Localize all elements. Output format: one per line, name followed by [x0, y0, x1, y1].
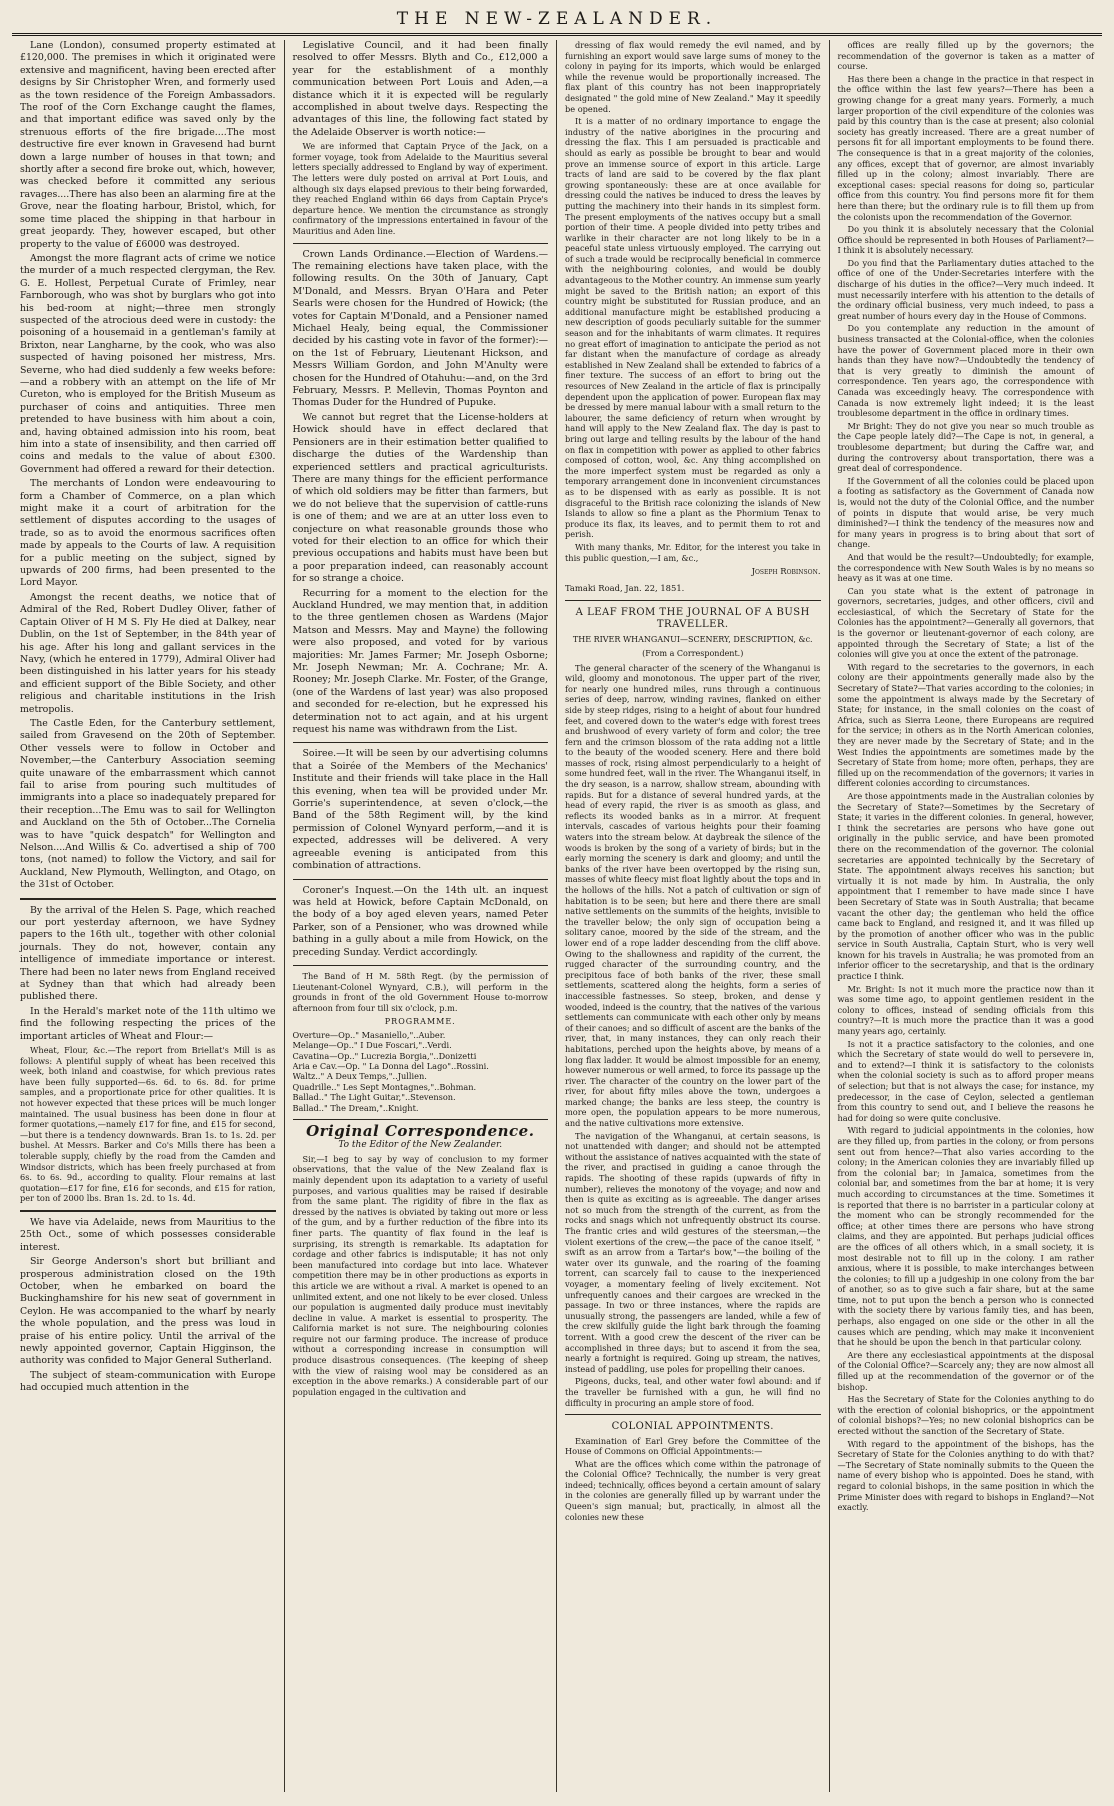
article-paragraph: Mr Bright: They do not give you near so much trouble as the Cape people lately did?—The Cape is not, in general, a troublesome department; but during the Caffre war, and during the controversy about transportation, there was a great deal of correspondence.	[837, 420, 1094, 474]
column-divider	[293, 243, 549, 244]
article-paragraph: With regard to the appointment of the bishops, has the Secretary of State for the Colonies anything to do with that?—The Secretary of State nominally submits to the Queen the name of every bishop who is appointed. Does he stand, with regard to colonial bishops, in the same position in which the Prime Minister does with regard to bishops in England?—Not exactly.	[837, 1438, 1094, 1513]
article-paragraph: The navigation of the Whanganui, at certain seasons, is not unattended with danger; and should not be attempted without the assistance of natives acquainted with the state of the river, and practised in guiding a canoe through the rapids. The shooting of these rapids (upwards of fifty in number), relieves the monotony of the voyage; and now and then is quite as exciting as is agreeable. The danger arises not so much from the strength of the current, as from the rocks and snags which not unfrequently obstruct its course. The frantic cries and wild gestures of the steersman,—the violent exertions of the crew,—the pace of the canoe itself, " swift as an arrow from a Tartar's bow,"—the boiling of the water over its gunwale, and the roaring of the foaming torrent, can scarcely fail to cause to the inexperienced voyager, a momentary feeling of lively excitement. Not unfrequently canoes and their cargoes are wrecked in the passage. In two or three instances, where the rapids are unusually strong, the passengers are landed, while a few of the crew skilfully guide the light bark through the foaming torrent. With a good crew the descent of the river can be accomplished in three days; but to ascend it from the sea, nearly a fortnight is required. Going up stream, the natives, instead of paddling, use poles for propelling their canoes.	[565, 1130, 821, 1374]
programme-item: Quadrille.." Les Sept Montagnes,"..Bohman.	[292, 1081, 477, 1092]
article-paragraph: What are the offices which come within the patronage of the Colonial Office? Technically, the number is very great indeed; technically, offices beyond a certain amount of salary in the colonies are generally filled up by warrant under the Queen's sign manual; but, practically, in almost all the colonies new these	[565, 1458, 821, 1522]
article-paragraph: We cannot but regret that the License-holders at Howick should have in effect declared that Pensioners are in their estimation better qualified to discharge the duties of the Wardenship than experienced settlers and practical agriculturists. There are many things for the efficient performance of which old soldiers may be fitter than farmers, but we do not believe that the supervision of cattle-runs is one of them; and we are at an utter loss even to conjecture on what reasonable grounds those who voted for their election to an office for which their previous occupations and habits must have been but a poor preparation indeed, can reasonably account for so strange a choice.	[292, 411, 548, 585]
article-paragraph: We have via Adelaide, news from Mauritius to the 25th Oct., some of which possesses considerable interest.	[20, 1217, 276, 1253]
article-paragraph: Amongst the more flagrant acts of crime we notice the murder of a much respected clergyman, the Rev. G. E. Hollest, Perpetual Curate of Frimley, near Farnborough, who was shot by burglars who got into his bed-room at night;—three men strongly suspected of the atrocious deed were in custody: the poisoning of a housemaid in a gentleman's family at Brixton, near Langharne, by the cook, who was also suspected of having poisoned her mistress, Mrs. Severne, who had died suddenly a few weeks before:—and a robbery with an attempt on the life of Mr Cureton, who is employed for the British Museum as purchaser of coins and antiquities. Three men pretended to have business with him about a coin, and, having obtained admission into his room, beat him into a state of insensibility, and then carried off coins and medals to the value of about £300. Government had offered a reward for their detection.	[20, 252, 276, 475]
article-paragraph: The subject of steam-communication with Europe had occupied much attention in the	[20, 1369, 276, 1394]
programme-item: Ballad.." The Light Guitar,"..Stevenson.	[292, 1092, 456, 1103]
article-paragraph: Legislative Council, and it had been finally resolved to offer Messrs. Blyth and Co., £12,000 a year for the establishment of a monthly communication between Port Louis and Aden,—a distance which it it is expected will be regularly accomplished in about twelve days. Respecting the advantages of this line, the following fact stated by the Adelaide Observer is worth notice:—	[292, 40, 548, 138]
article-title: COLONIAL APPOINTMENTS.	[611, 1421, 774, 1433]
article-paragraph: By the arrival of the Helen S. Page, which reached our port yesterday afternoon, we have Sydney papers to the 16th ult., together with other colonial journals. They do not, however, contain any intelligence of immediate importance or interest. There had been no later news from England received at Sydney than that which had already been published there.	[20, 904, 276, 1003]
article-paragraph: Soiree.—It will be seen by our advertising columns that a Soirée of the Members of the Mechanics' Institute and their friends will take place in the Hall this evening, when tea will be provided under Mr. Gorrie's superintendence, at seven o'clock,—the Band of the 58th Regiment will, by the kind permission of Colonel Wynyard perform,—and it is expected, addresses will be delivered. A very agreeable evening is anticipated from this combination of attractions.	[292, 748, 548, 872]
article-paragraph: The merchants of London were endeavouring to form a Chamber of Commerce, on a plan which might make it a court of arbitration for the settlement of disputes according to the usages of trade, so as to avoid the enormous sacrifices often made by appeals to the Courts of law. A requisition for a public meeting on the subject, signed by upwards of 200 firms, had been presented to the Lord Mayor.	[20, 478, 276, 589]
masthead-title: THE NEW-ZEALANDER.	[396, 9, 718, 29]
column-1	[12, 40, 285, 1792]
programme-item: Ballad.." The Dream,"..Knight.	[292, 1102, 419, 1113]
article-paragraph: Do you think it is absolutely necessary that the Colonial Office should be represented in both Houses of Parliament?—I think it is absolutely necessary.	[837, 224, 1094, 256]
letter-paragraph: Sir,—I beg to say by way of conclusion to my former observations, that the value of the New Zealand flax is mainly dependent upon its adaptation to a variety of useful purposes, and various qualities may be raised if desirable from the same plant. The rigidity of fibre in the flax as dressed by the natives is obviated by taking out more or less of the gum, and by a further reduction of the fibre into its finer parts. The quantity of flax found in the leaf is surprising, its strength is remarkable. Its adaptation for cordage and other fabrics is indisputable; it has not only been manufactured into cordage but into lace. Whatever competition there may be in other productions as exports in this article we are without a rival. A market is opened to an unlimited extent, and one not likely to be ever closed. Unless our population is augmented daily produce must inevitably decline in value. A market is essential to prosperity. The California market is not sure. The neighbouring colonies require not our farming produce. The increase of produce without a corresponding increase in consumption will produce disastrous consequences. (The keeping of sheep with the view of raising wool may be considered as an exception in the above remarks.) A considerable part of our population engaged in the cultivation and	[292, 1153, 548, 1397]
market-report: Wheat, Flour, &c.—The report from Briellat's Mill is as follows: A plentiful supply of wheat has been received this week, both inland and coastwise, for which previous rates have been fully supported—6s. 6d. to 6s. 8d. for prime samples, and a proportionate price for other qualities. It is not however expected that these prices will be much longer maintained. The usual business has been done in flour at former quotations,—namely £17 for fine, and £15 for second,—but there is a tendency downwards. Bran 1s. to 1s. 2d. per bushel. At Messrs. Barker and Co's Mills there has been a tolerable supply, chiefly by the road from the Camden and Windsor districts, which has been freely purchased at from 6s. to 6s. 9d., according to quality. Flour remains at last quotation—£17 for fine, £16 for seconds, and £15 for ration, per ton of 2000 lbs. Bran 1s. 2d. to 1s. 4d.	[20, 1045, 276, 1204]
article-paragraph: Examination of Earl Grey before the Committee of the House of Commons on Official Appointments:—	[565, 1435, 821, 1457]
letter-paragraph: dressing of flax would remedy the evil named, and by furnishing an export would save large sums of money to the colony in paying for its imports, which would be enlarged while the revenue would be proportionally increased. The flax plant of this country has not been inappropriately designated " the gold mine of New Zealand." May it speedily be opened.	[565, 40, 821, 114]
quoted-extract: We are informed that Captain Pryce of the Jack, on a former voyage, took from Adelaide to the Mauritius several letters specially addressed to England by way of experiment. The letters were duly posted on arrival at Port Louis, and although six days elapsed previous to their being forwarded, they reached England within 66 days from Captain Pryce's departure hence. We mention the circumstance as strongly confirmatory of the impressions entertained in favour of the Mauritius and Aden line.	[292, 141, 548, 236]
column-divider	[293, 1119, 549, 1120]
programme-item: Cavatina—Op.." Lucrezia Borgia,"..Donizetti	[292, 1050, 477, 1061]
article-paragraph: Do you find that the Parliamentary duties attached to the office of one of the Under-Secretaries interfere with the discharge of his duties in the office?—Very much indeed. It must necessarily interfere with his attention to the details of the ordinary official business, very much indeed, to pass a great number of hours every day in the House of Commons.	[837, 257, 1094, 321]
section-heading-correspondence: Original Correspondence.	[306, 1121, 535, 1140]
article-paragraph: With regard to the secretaries to the governors, in each colony are their appointments generally made also by the Secretary of State?—That varies according to the colonies; in some the appointment is always made by the Secretary of State; for instance, in the small colonies on the coast of Africa, such as Sierra Leone, there Europeans are required for the service; in others as in the North American colonies, they are never made by the Secretary of State; and in the West Indies the appointments are sometimes made by the Secretary of State from home; more often, perhaps, they are filled up on the recommendation of the governors; it varies in different colonies according to circumstances.	[837, 661, 1094, 789]
column-divider	[565, 1414, 821, 1415]
article-paragraph: Can you state what is the extent of patronage in governors, secretaries, judges, and other officers, civil and ecclesiastical, of which the Secretary of State for the Colonies has the appointment?—Generally all governors, that is the governor or lieutenant-governor of each colony, are appointed through the Secretary of State; a list of the colonies will give you at once the extent of the patronage.	[837, 585, 1094, 660]
band-notice: The Band of H M. 58th Regt. (by the permission of Lieutenant-Colonel Wynyard, C.B.), will perform in the grounds in front of the old Government House to-morrow afternoon from four till six o'clock, p.m.	[292, 970, 548, 1013]
column-4	[830, 40, 1103, 1792]
article-byline: (From a Correspondent.)	[642, 649, 744, 659]
article-paragraph: The Castle Eden, for the Canterbury settlement, sailed from Gravesend on the 20th of September. Other vessels were to follow in October and November,—the Canterbury Association seeming quite unaware of the embarrassment which cannot fail to arise from pouring such multitudes of immigrants into a place so inadequately prepared for their reception...The Emu was to sail for Wellington and Auckland on the 5th of October...The Cornelia was to have "quick despatch" for Wellington and Nelson....And Willis & Co. advertised a ship of 700 tons, (not named) to follow the Victory, and sail for Auckland, New Plymouth, Wellington, and Otago, on the 31st of October.	[20, 717, 276, 891]
article-paragraph: Amongst the recent deaths, we notice that of Admiral of the Red, Robert Dudley Oliver, father of Captain Oliver of H M S. Fly He died at Dalkey, near Dublin, on the 1st of September, in the 84th year of his age. After his long and gallant services in the Navy, (which he entered in 1779), Admiral Oliver had been distinguished in his latter years for his steady and efficient support of the Bible Society, and other religious and charitable institutions in the Irish metropolis.	[20, 591, 276, 715]
article-paragraph: Mr. Bright: Is not it much more the practice now than it was some time ago, to appoint gentlemen resident in the colony to offices, instead of sending officials from this country?—It is much more the practice than it was a good many years ago, certainly.	[837, 983, 1094, 1037]
letter-paragraph: It is a matter of no ordinary importance to engage the industry of the native aborigines in the procuring and dressing the flax. This I am persuaded is practicable and should as early as possible be brought to bear and would prove an immense source of export in this article. Large tracts of land are said to be covered by the flax plant growing spontaneously: these are at once available for dressing could the natives be induced to dress the leaves by putting the machinery into their hands in its simplest form. The present employments of the natives occupy but a small portion of their time. A people divided into petty tribes and warlike in their character are not long likely to be in a peaceful state unless virtuously employed. The carrying out of such a trade would be reciprocally beneficial in commerce with the neighbouring colonies, and would be doubly advantageous to the Mother country. An immense sum yearly might be saved to the British nation; an export of this country might be substituted for Russian produce, and an additional manufacture might be established producing a new description of goods peculiarly suitable for the summer season and for the inhabitants of warm climates. It requires no great effort of imagination to anticipate the period as not far distant when the manufacture of cordage as already established in New Zealand shall be extended to fabrics of a finer texture. The success of an effort to bring out the resources of New Zealand in the article of flax is principally dependent upon the application of power. European flax may be dressed by mere manual labour with a small return to the labourer, the same deficiency of return when wrought by hand will apply to the New Zealand flax. The day is past to bring out large and telling results by the labour of the hand on flax in competition with power as applied to other fabrics composed of cotton, wool, &c. Any thing accomplished on the more imperfect system must be regarded as only a temporary arrangement done in inconvenient circumstances as to be dispensed with as early as possible. It is not disgraceful to the British race colonizing the islands of New Islands to allow so fine a plant as the Phormium Tenax to produce its flax, its leaves, and to permit them to rot and perish.	[565, 116, 821, 540]
article-paragraph: Are there any ecclesiastical appointments at the disposal of the Colonial Office?—Scarcely any; they are now almost all filled up at the recommendation of the governor or of the bishop.	[837, 1349, 1094, 1392]
article-paragraph: Pigeons, ducks, teal, and other water fowl abound: and if the traveller be furnished with a gun, he will find no difficulty in procuring an ample store of food.	[565, 1376, 821, 1408]
article-paragraph: offices are really filled up by the governors; the recommendation of the governor is taken as a matter of course.	[837, 40, 1094, 72]
column-3	[557, 40, 830, 1792]
article-paragraph: Coroner's Inquest.—On the 14th ult. an inquest was held at Howick, before Captain McDonald, on the body of a boy aged eleven years, named Peter Parker, son of a Pensioner, who was drowned while bathing in a gully about a mile from Howick, on the preceding Sunday. Verdict accordingly.	[292, 884, 548, 958]
masthead-rule	[12, 33, 1102, 36]
column-divider	[565, 600, 821, 601]
programme-title: PROGRAMME.	[384, 1017, 456, 1027]
newspaper-page	[12, 7, 1102, 1792]
letter-dateline: Tamaki Road, Jan. 22, 1851.	[565, 582, 685, 593]
article-paragraph: Sir George Anderson's short but brilliant and prosperous administration closed on the 19th October, when he embarked on board the Buckinghamshire for his new seat of government in Ceylon. He was accompanied to the wharf by nearly the whole population, and the press was loud in praise of his entire policy. Until the arrival of the newly appointed governor, Captain Higginson, the authority was confided to Major General Sutherland.	[20, 1256, 276, 1367]
column-divider	[20, 1210, 276, 1212]
programme-item: Melange—Op.." I Due Foscari,"..Verdi.	[292, 1040, 452, 1051]
article-paragraph: And that would be the result?—Undoubtedly; for example, the correspondence with New South Wales is by no means so heavy as it was at one time.	[837, 551, 1094, 584]
column-2	[285, 40, 558, 1792]
programme-item: Waltz.." A Deux Temps,"..Jullien.	[292, 1071, 427, 1082]
letter-paragraph: With many thanks, Mr. Editor, for the interest you take in this public question,—I am, &c.,	[565, 541, 821, 563]
article-paragraph: The general character of the scenery of the Whanganui is wild, gloomy and monotonous. The upper part of the river, for nearly one hundred miles, runs through a continuous series of deep, narrow, winding ravines, flanked on either side by steep ridges, rising to a height of about four hundred feet, and covered down to the water's edge with forest trees and brushwood of every variety of form and color; the tree fern and the crimson blossom of the rata adding not a little to the beauty of the wooded scenery. Here and there bold masses of rock, rising almost perpendicularly to a height of some hundred feet, wall in the river. The Whanganui itself, in the dry season, is a narrow, shallow stream, abounding with rapids. But for a distance of several hundred yards, at the head of every rapid, the river is as smooth as glass, and reflects its wooded banks as in a mirror. At frequent intervals, cascades of various heights pour their foaming waters into the stream below. At daybreak the silence of the woods is broken by the song of a variety of birds; but in the early morning the scenery is dark and gloomy; and until the banks of the river have been overtopped by the rising sun, masses of white fleecy mist float lightly about the tops and in the hollows of the hills. Not a patch of cultivation or sign of habitation is to be seen; but here and there there are small native settlements on the summits of the heights, invisible to the traveller below; the only sign of occupation being a solitary canoe, moored by the side of the stream, and the lower end of a rope ladder descending from the cliff above. Owing to the shallowness and rapidity of the current, the rugged character of the surrounding country, and the precipitous face of both banks of the river, these small settlements, scattered along the heights, form a series of inaccessible fastnesses. So steep, broken, and dense y wooded, indeed is the country, that the natives of the various settlements can communicate with each other only by means of their canoes; and so difficult of ascent are the banks of the river, that, in many instances, they can only reach their habitations, perched upon the heights above, by means of a long flax ladder. It would be almost impossible for an enemy, however numerous or well armed, to force its passage up the river. The character of the country on the lower part of the river, for about fifty miles above the town, undergoes a marked change; the banks are less steep, the country is more open, the population appears to be more numerous, and the native cultivations more extensive.	[565, 662, 821, 1129]
column-divider	[20, 898, 276, 900]
article-paragraph: If the Government of all the colonies could be placed upon a footing as satisfactory as the Government of Canada now is, would not the duty of the Colonial Office, and the number of points in dispute that would arise, be very much diminished?—I think the tendency of the measures now and for many years in progress is to bring about that sort of change.	[837, 475, 1094, 550]
article-paragraph: Do you contemplate any reduction in the amount of business transacted at the Colonial-office, when the colonies have the power of Government placed more in their own hands than they have now?—Undoubtedly the tendency of that is very greatly to diminish the amount of correspondence. Ten years ago, the correspondence with Canada was exceedingly heavy. The correspondence with Canada is now extremely light indeed; it is the least troublesome department in the office in ordinary times.	[837, 323, 1094, 419]
article-paragraph: Crown Lands Ordinance.—Election of Wardens.—The remaining elections have taken place, with the following results. On the 30th of January, Capt M'Donald, and Messrs. Bryan O'Hara and Peter Searls were chosen for the Hundred of Howick; (the votes for Captain M'Donald, and a Pensioner named Michael Healy, being equal, the Commissioner decided by his casting vote in favor of the former):—on the 1st of February, Lieutenant Hickson, and Messrs William Gordon, and John M'Anulty were chosen for the Hundred of Otahuhu:—and, on the 3rd February, Messrs. P. Mellevin, Thomas Poynton and Thomas Duder for the Hundred of Pupuke.	[292, 248, 548, 409]
programme-item: Overture—Op.." Masaniello,"..Auber.	[292, 1029, 446, 1040]
article-paragraph: Is not it a practice satisfactory to the colonies, and one which the Secretary of state would do well to persevere in, and to extend?—I think it is satisfactory to the colonists when the colonial society is such as to afford proper means of selection; but that is not always the case; for instance, my predecessor, in the case of Ceylon, selected a gentleman from this country to send out, and I believe the reasons he had for doing so were quite conclusive.	[837, 1038, 1094, 1123]
article-paragraph: Has the Secretary of State for the Colonies anything to do with the erection of colonial bishoprics, or the appointment of colonial bishops?—Yes; no new colonial bishoprics can be erected without the sanction of the Secretary of State.	[837, 1394, 1094, 1436]
article-paragraph: Has there been a change in the practice in that respect in the office within the last few years?—There has been a growing change for a great many years. Formerly, a much larger proportion of the civil expenditure of the colonies was paid by this country than is the case at present; also colonial society has greatly increased. There are a great number of persons fit for all important employments to be found there. The consequence is that in a great majority of the colonies, any offices, except that of governor, are almost invariably filled up in the colony; almost invariably. There are exceptional cases: special reasons for doing so, particular office from this country. You find persons more fit for them here than there; but the ordinary rule is to fill them up from the colonists upon the recommendation of the Governor.	[837, 73, 1094, 222]
article-paragraph: Recurring for a moment to the election for the Auckland Hundred, we may mention that, in addition to the three gentlemen chosen as Wardens (Major Matson and Messrs. May and Mayne) the following were also proposed, and voted for by various majorities: Mr. James Farmer; Mr. Joseph Osborne; Mr. Joseph Newman; Mr. A. Cochrane; Mr. A. Rooney; Mr. Joseph Clarke. Mr. Foster, of the Grange, (one of the Wardens of last year) was also proposed and seconded for re-election, but he expressed his determination not to act again, and at his urgent request his name was withdrawn from the List.	[292, 587, 548, 736]
letter-salutation-heading: To the Editor of the New Zealander.	[338, 1140, 503, 1151]
article-paragraph: Are those appointments made in the Australian colonies by the Secretary of State?—Sometimes by the Secretary of State; it varies in the different colonies. In general, however, I think the secretaries are persons who have gone out originally in the public service, and have been promoted there on the recommendation of the governor. The colonial secretaries are appointed technically by the Secretary of State. The appointment always receives his sanction; but virtually it is not made by him. In Australia, the only appointment that I remember to have made since I have been Secretary of State was in South Australia; that became vacant the other day; the gentleman who held the office came back to England, and resigned it, and it was filled up by the promotion of another officer who was in the public service in South Australia, Captain Sturt, who is very well known for his travels in Australia; he was promoted from an inferior officer to the secretaryship, and that is the ordinary practice I think.	[837, 790, 1094, 982]
letter-signature: Joseph Robinson.	[751, 566, 821, 577]
column-divider	[293, 965, 549, 966]
columns	[12, 40, 1102, 1792]
programme-list	[293, 1030, 549, 1113]
article-paragraph: With regard to judicial appointments in the colonies, how are they filled up, from parties in the colony, or from persons sent out from hence?—That also varies according to the colony; in the American colonies they are invariably filled up from the colonial bar; in Jamaica, sometimes from the colonial bar, and sometimes from the bar at home; it is very much according to circumstances at the time. Sometimes it is reported that there is no barrister in a particular colony at the moment who can be strongly recommended for the office; at other times there are persons who have strong claims, and they are appointed. But perhaps judicial offices are the offices of all others which, in a small society, it is most desirable not to fill up in the colony. I am rather anxious, where it is possible, to make interchanges between the colonies; to fill up a judgeship in one colony from the bar of another, so as to give such a fair share, but at the same time, not to put upon the bench a person who is connected with the society there by various family ties, and has been, perhaps, also engaged on one side or the other in all the causes which are pending, which may make it inconvenient that he should be upon the bench in that particular colony.	[837, 1125, 1094, 1348]
article-subtitle: THE RIVER WHANGANUI—SCENERY, DESCRIPTION, &c.	[572, 634, 813, 644]
column-divider	[293, 742, 549, 743]
column-divider	[293, 879, 549, 880]
article-paragraph: In the Herald's market note of the 11th ultimo we find the following respecting the prices of the important articles of Wheat and Flour:—	[20, 1005, 276, 1042]
article-title: A LEAF FROM THE JOURNAL OF A BUSH TRAVELLER.	[575, 606, 810, 631]
programme-item: Aria e Cav.—Op. " La Donna del Lago"..Rossini.	[292, 1060, 489, 1071]
article-paragraph: Lane (London), consumed property estimated at £120,000. The premises in which it originated were extensive and magnificent, having been erected after designs by Sir Christopher Wren, and formerly used as the town residence of the Foreign Ambassadors. The roof of the Corn Exchange caught the flames, and that important edifice was saved only by the strenuous efforts of the fire brigade....The most destructive fire ever known in Gravesend had burnt down a large number of houses in that town; and shortly after a second fire broke out, which, however, was checked before it committed any serious ravages....There has also been an alarming fire at the Grove, near the floating harbour, Bristol, which, for some time placed the shipping in that harbour in great jeopardy. They, however escaped, but other property to the value of £6000 was destroyed.	[20, 40, 276, 250]
